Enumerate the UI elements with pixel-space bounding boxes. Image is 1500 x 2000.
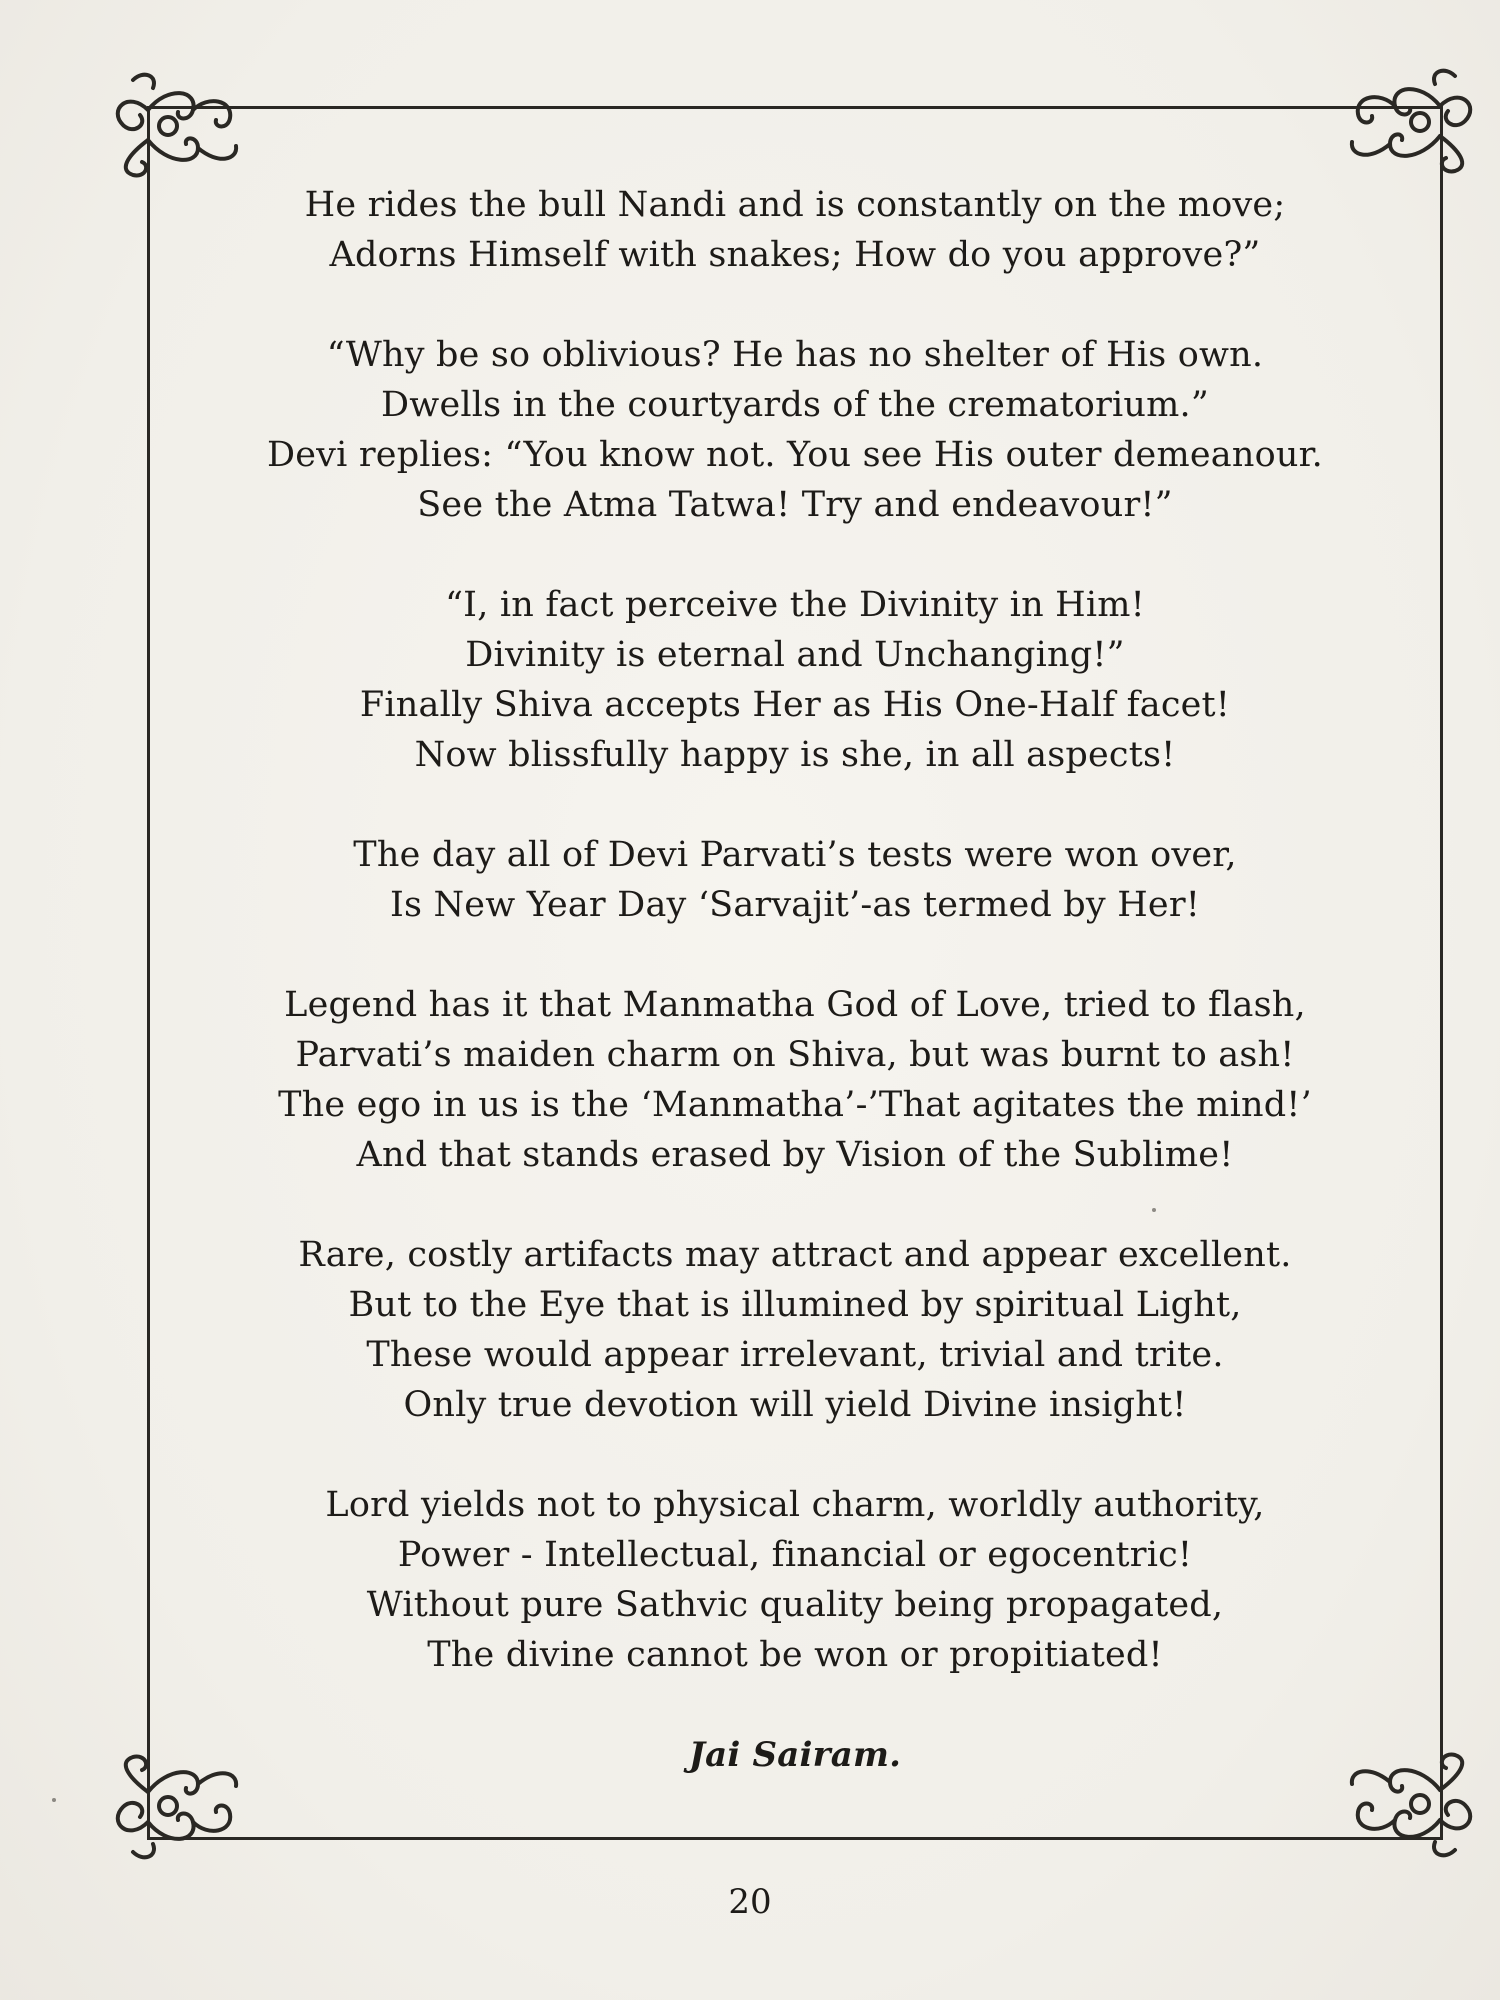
corner-flourish-icon xyxy=(98,70,248,180)
closing-signature: Jai Sairam. xyxy=(688,1735,902,1775)
stanza xyxy=(200,580,1390,780)
poem-line: Is New Year Day ‘Sarvajit’-as termed by Her! xyxy=(389,885,1201,925)
poem-line: Devi replies: “You know not. You see His outer demeanour. xyxy=(266,435,1324,475)
poem-line: And that stands erased by Vision of the Sublime! xyxy=(356,1135,1234,1175)
poem-line: The divine cannot be won or propitiated! xyxy=(427,1635,1163,1675)
poem-line: Rare, costly artifacts may attract and appear excellent. xyxy=(298,1235,1292,1275)
stanza xyxy=(200,180,1390,280)
print-speck xyxy=(52,1798,56,1802)
stanza xyxy=(200,980,1390,1180)
stanza xyxy=(200,1480,1390,1680)
corner-flourish-icon xyxy=(1340,66,1490,176)
poem-line: Lord yields not to physical charm, worldly authority, xyxy=(325,1485,1265,1525)
poem-line: The day all of Devi Parvati’s tests were won over, xyxy=(353,835,1237,875)
poem-line: Parvati’s maiden charm on Shiva, but was burnt to ash! xyxy=(295,1035,1295,1075)
poem-line: These would appear irrelevant, trivial and trite. xyxy=(366,1335,1224,1375)
poem-line: Only true devotion will yield Divine insight! xyxy=(403,1385,1187,1425)
poem-line: “Why be so oblivious? He has no shelter of His own. xyxy=(326,335,1264,375)
page-number: 20 xyxy=(728,1882,772,1922)
stanza xyxy=(200,830,1390,930)
print-speck xyxy=(1152,1208,1156,1212)
poem-line: Legend has it that Manmatha God of Love, tried to flash, xyxy=(284,985,1306,1025)
poem-line: Finally Shiva accepts Her as His One-Half facet! xyxy=(359,685,1231,725)
stanza xyxy=(200,1230,1390,1430)
poem-line: But to the Eye that is illumined by spiritual Light, xyxy=(348,1285,1242,1325)
poem-line: He rides the bull Nandi and is constantly on the move; xyxy=(304,185,1286,225)
poem-line: Now blissfully happy is she, in all aspects! xyxy=(414,735,1176,775)
poem-line: Dwells in the courtyards of the crematorium.” xyxy=(381,385,1209,425)
poem-line: Adorns Himself with snakes; How do you approve?” xyxy=(329,235,1261,275)
poem-line: Power - Intellectual, financial or egocentric! xyxy=(397,1535,1193,1575)
stanza xyxy=(200,330,1390,530)
poem-line: See the Atma Tatwa! Try and endeavour!” xyxy=(417,485,1173,525)
poem-line: Divinity is eternal and Unchanging!” xyxy=(465,635,1125,675)
poem-line: Without pure Sathvic quality being propagated, xyxy=(366,1585,1224,1625)
poem-line: “I, in fact perceive the Divinity in Him! xyxy=(445,585,1145,625)
poem-line: The ego in us is the ‘Manmatha’-’That agitates the mind!’ xyxy=(278,1085,1312,1125)
poem-body xyxy=(200,180,1390,1780)
